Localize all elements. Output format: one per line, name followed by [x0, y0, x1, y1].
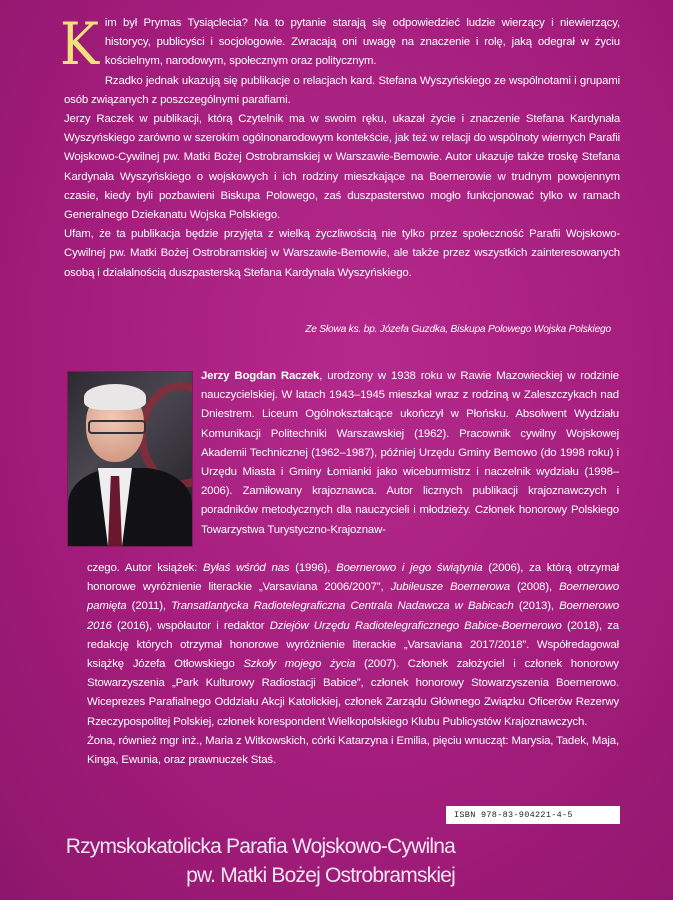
foreword-attribution: Ze Słowa ks. bp. Józefa Guzdka, Biskupa Polowego Wojska Polskiego	[305, 324, 611, 335]
bio-text: (2018), za redakcję których otrzymał honorowe wyróżnienie literackie „Varsaviana 2017/2018”. Współredagował książkę Józefa Otłowskiego	[87, 619, 619, 671]
bio-text: czego. Autor książek:	[87, 562, 204, 574]
foreword-text	[60, 10, 620, 283]
bio-text: (2016), współautor i redaktor	[111, 619, 270, 632]
book-title: Jubileusze Boernerowa	[390, 581, 510, 594]
publisher-line-2: pw. Matki Bożej Ostrobramskiej	[186, 864, 455, 887]
bio-text: (2011),	[126, 600, 172, 613]
bio-text: (1996),	[289, 562, 337, 574]
book-title: Szkoły mojego życia	[243, 658, 356, 671]
book-title: Boernerowo 2016	[87, 600, 619, 632]
publisher-line-1: Rzymskokatolicka Parafia Wojskowo-Cywilna	[65, 835, 455, 858]
bio-text: (2008),	[509, 581, 560, 594]
author-bio-text-1: , urodzony w 1938 roku w Rawie Mazowieckiej w rodzinie nauczycielskiej. W latach 1943–1945 mieszkał wraz z rodziną w Zaleszczykach nad Dniestrem. Liceum Ogólnokształcące ukończył w Płońsku. Absolwent Wydziału Komunikacji Politechniki Warszawskiej (1962). Pracownik cywilny Wojskowej Akademii Technicznej (1962–1987), później Urzędu Gminy Bemowo (do 1998 roku) i Urzędu Miasta i Gminy Łomianki jako wiceburmistrz i naczelnik wydziału (1998–2006). Zamiłowany krajoznawca. Autor licznych publikacji krajoznawczych i poradników metodycznych dla nauczycieli i młodzieży. Członek honorowy Polskiego Towarzystwa Turystyczno-Krajoznaw-	[201, 370, 619, 536]
author-name: Jerzy Bogdan Raczek	[201, 370, 320, 382]
book-title: Byłaś wśród nas	[203, 562, 290, 574]
foreword-paragraph-2: Rzadko jednak ukazują się publikacje o relacjach kard. Stefana Wyszyńskiego ze wspólnotami i grupami osób związanych z poszczególnymi parafiami.	[64, 74, 620, 106]
bio-text: (2007). Członek założyciel i członek honorowy Stowarzyszenia „Park Kulturowy Radiostacji Babice”, członek honorowy Stowarzyszenia Boernerowo. Wiceprezes Parafialnego Oddziału Akcji Katolickiej, członek Zarządu Głównego Związku Oficerów Rezerwy Rzeczypospolitej Polskiej, członek korespondent Wielkopolskiego Klubu Publicystów Krajoznawczych.	[87, 658, 619, 728]
book-title: Boernerowo i jego świątynia	[336, 562, 483, 574]
foreword-paragraph-3: Jerzy Raczek w publikacji, którą Czytelnik ma w swoim ręku, ukazał życie i znaczenie Stefana Kardynała Wyszyńskiego zarówno w szerokim ogólnonarodowym kontekście, jak też w relacji do wspólnoty wiernych Parafii Wojskowo-Cywilnej pw. Matki Bożej Ostrobramskiej w Warszawie-Bemowie. Autor ukazuje także troskę Stefana Kardynała Wyszyńskiego o wojskowych i ich rodziny mieszkające na Boernerowie w trudnym powojennym czasie, kiedy byli pozbawieni Biskupa Polowego, zaś duszpasterstwo mogło funkcjonować tylko w ramach Generalnego Dziekanatu Wojska Polskiego.	[64, 113, 620, 222]
book-title: Boernerowo pamięta	[87, 581, 619, 613]
book-title: Dziejów Urzędu Radiotelegraficznego Babice-Boernerowo	[269, 619, 562, 632]
author-bio-bottom	[87, 559, 619, 770]
photo-hair	[84, 384, 146, 410]
drop-cap: K	[60, 10, 99, 78]
book-title: Transatlantycka Radiotelegraficzna Centrala Nadawcza w Babicach	[171, 600, 514, 613]
author-family: Żona, również mgr inż., Maria z Witkowskich, córki Katarzyna i Emilia, pięciu wnucząt: Marysia, Tadek, Maja, Kinga, Ewunia, oraz prawnuczek Staś.	[87, 734, 619, 767]
photo-glasses	[88, 420, 146, 434]
bio-text: (2006), za którą otrzymał honorowe wyróżnienie literackie „Varsaviana 2006/2007”,	[87, 562, 620, 594]
author-bio-top	[201, 367, 619, 540]
foreword-paragraph-4: Ufam, że ta publikacja będzie przyjęta z wielką życzliwością nie tylko przez społeczność Parafii Wojskowo-Cywilnej pw. Matki Bożej Ostrobramskiej w Warszawie-Bemowie, ale także przez wszystkich zainteresowanych osobą i działalnością duszpasterską Stefana Kardynała Wyszyńskiego.	[64, 228, 620, 279]
isbn-label: ISBN 978-83-904221-4-5	[446, 806, 620, 824]
foreword-paragraph-1: im był Prymas Tysiąclecia? Na to pytanie starają się odpowiedzieć ludzie wierzący i niewierzący, historycy, publicyści i socjologowie. Zwracają oni uwagę na znaczenie i rolę, jaką odegrał w życiu kościelnym, narodowym, społecznym oraz politycznym.	[104, 17, 620, 68]
bio-text: (2013),	[513, 600, 560, 613]
publisher-block	[66, 832, 455, 890]
author-photo	[67, 371, 193, 547]
